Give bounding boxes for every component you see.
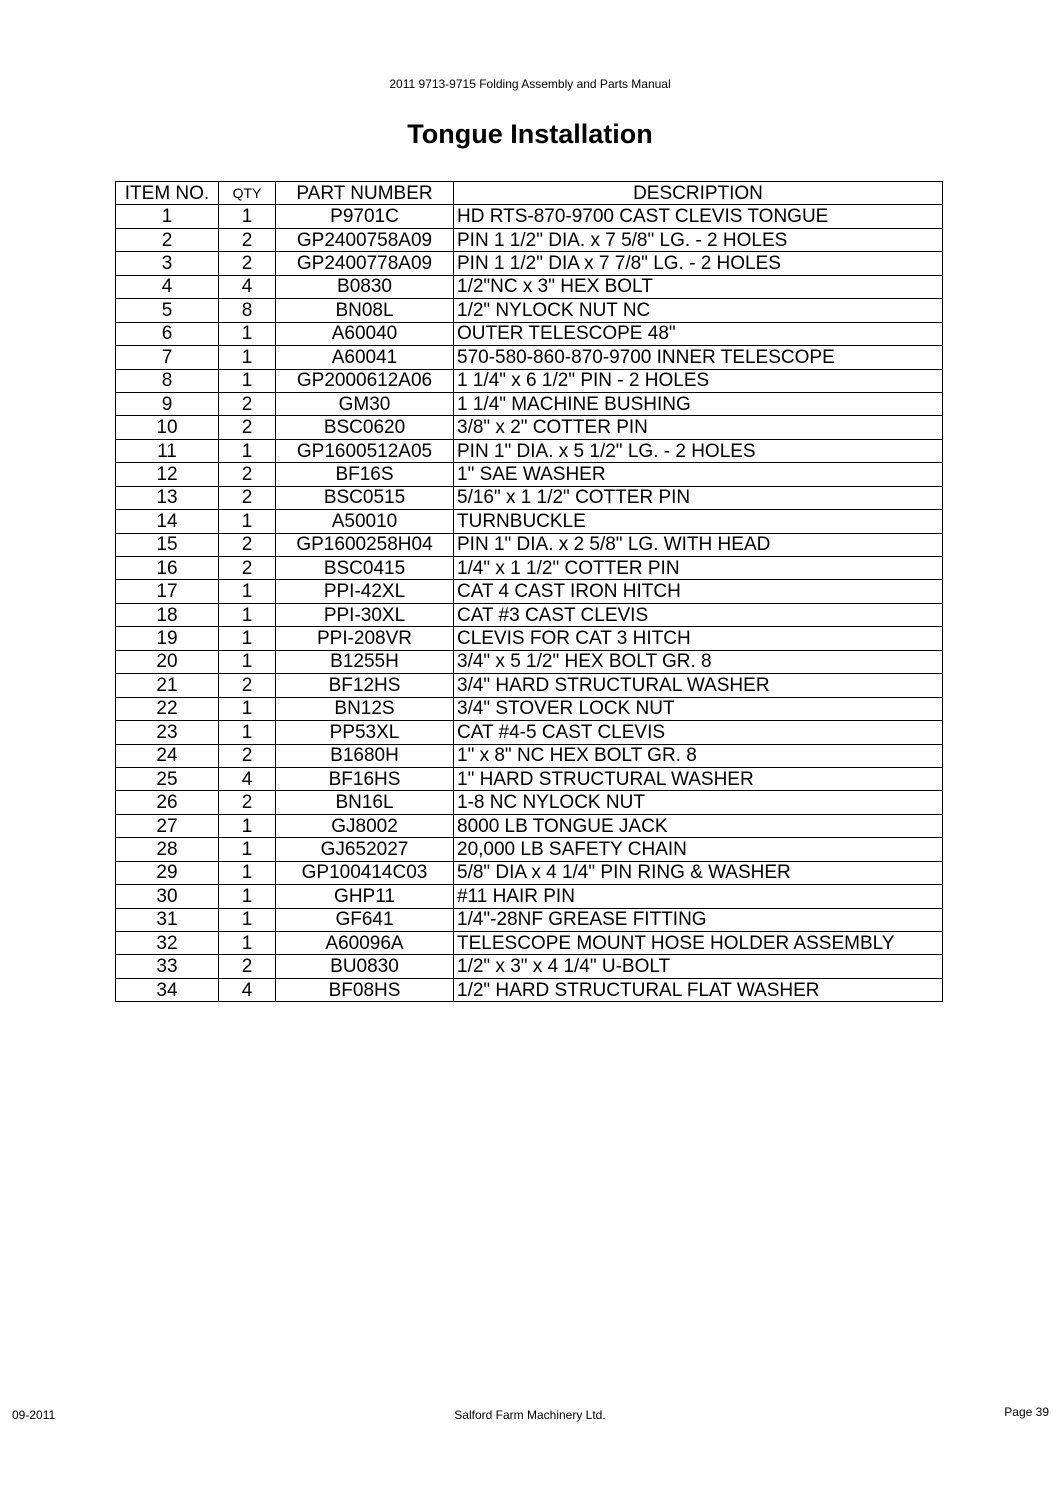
qty-cell: 1 <box>219 510 276 533</box>
item-no-cell: 30 <box>116 885 219 908</box>
part-number-cell: B1255H <box>276 650 454 673</box>
part-number-cell: B1680H <box>276 744 454 767</box>
item-no-cell: 32 <box>116 932 219 955</box>
item-no-cell: 26 <box>116 791 219 814</box>
part-number-cell: GP2400758A09 <box>276 228 454 251</box>
description-cell: PIN 1" DIA. x 2 5/8" LG. WITH HEAD <box>454 533 943 556</box>
column-header-qty: QTY <box>219 182 276 205</box>
qty-cell: 4 <box>219 767 276 790</box>
description-cell: 20,000 LB SAFETY CHAIN <box>454 838 943 861</box>
description-cell: 3/4" x 5 1/2" HEX BOLT GR. 8 <box>454 650 943 673</box>
table-row <box>116 416 943 439</box>
part-number-cell: PPI-42XL <box>276 580 454 603</box>
table-row <box>116 275 943 298</box>
item-no-cell: 15 <box>116 533 219 556</box>
qty-cell: 1 <box>219 908 276 931</box>
part-number-cell: PPI-208VR <box>276 627 454 650</box>
part-number-cell: BF16HS <box>276 767 454 790</box>
qty-cell: 2 <box>219 955 276 978</box>
qty-cell: 2 <box>219 416 276 439</box>
qty-cell: 2 <box>219 228 276 251</box>
table-row <box>116 486 943 509</box>
table-row <box>116 955 943 978</box>
item-no-cell: 33 <box>116 955 219 978</box>
item-no-cell: 7 <box>116 346 219 369</box>
qty-cell: 1 <box>219 369 276 392</box>
part-number-cell: GJ8002 <box>276 814 454 837</box>
description-cell: #11 HAIR PIN <box>454 885 943 908</box>
table-row <box>116 908 943 931</box>
item-no-cell: 17 <box>116 580 219 603</box>
description-cell: OUTER TELESCOPE 48" <box>454 322 943 345</box>
table-header-row <box>116 182 943 205</box>
part-number-cell: BN12S <box>276 697 454 720</box>
table-row <box>116 603 943 626</box>
part-number-cell: BF16S <box>276 463 454 486</box>
description-cell: CLEVIS FOR CAT 3 HITCH <box>454 627 943 650</box>
qty-cell: 2 <box>219 744 276 767</box>
item-no-cell: 25 <box>116 767 219 790</box>
table-row <box>116 744 943 767</box>
description-cell: 1" SAE WASHER <box>454 463 943 486</box>
table-row <box>116 228 943 251</box>
item-no-cell: 10 <box>116 416 219 439</box>
table-row <box>116 791 943 814</box>
column-header-description: DESCRIPTION <box>454 182 943 205</box>
part-number-cell: BN08L <box>276 299 454 322</box>
qty-cell: 1 <box>219 838 276 861</box>
qty-cell: 1 <box>219 603 276 626</box>
description-cell: HD RTS-870-9700 CAST CLEVIS TONGUE <box>454 205 943 228</box>
qty-cell: 1 <box>219 697 276 720</box>
item-no-cell: 8 <box>116 369 219 392</box>
description-cell: TELESCOPE MOUNT HOSE HOLDER ASSEMBLY <box>454 932 943 955</box>
part-number-cell: BN16L <box>276 791 454 814</box>
part-number-cell: GP1600512A05 <box>276 439 454 462</box>
part-number-cell: BSC0620 <box>276 416 454 439</box>
item-no-cell: 24 <box>116 744 219 767</box>
item-no-cell: 16 <box>116 557 219 580</box>
description-cell: PIN 1 1/2" DIA. x 7 5/8" LG. - 2 HOLES <box>454 228 943 251</box>
part-number-cell: A60041 <box>276 346 454 369</box>
qty-cell: 2 <box>219 791 276 814</box>
qty-cell: 2 <box>219 533 276 556</box>
qty-cell: 1 <box>219 205 276 228</box>
description-cell: 1/2"NC x 3" HEX BOLT <box>454 275 943 298</box>
parts-table <box>115 181 943 1002</box>
table-row <box>116 650 943 673</box>
part-number-cell: GP1600258H04 <box>276 533 454 556</box>
description-cell: 1/2" x 3" x 4 1/4" U-BOLT <box>454 955 943 978</box>
item-no-cell: 13 <box>116 486 219 509</box>
table-row <box>116 674 943 697</box>
part-number-cell: B0830 <box>276 275 454 298</box>
description-cell: CAT #4-5 CAST CLEVIS <box>454 721 943 744</box>
table-row <box>116 510 943 533</box>
qty-cell: 1 <box>219 932 276 955</box>
item-no-cell: 21 <box>116 674 219 697</box>
table-row <box>116 978 943 1001</box>
part-number-cell: GF641 <box>276 908 454 931</box>
description-cell: TURNBUCKLE <box>454 510 943 533</box>
table-row <box>116 299 943 322</box>
table-row <box>116 392 943 415</box>
qty-cell: 2 <box>219 486 276 509</box>
qty-cell: 2 <box>219 252 276 275</box>
item-no-cell: 23 <box>116 721 219 744</box>
part-number-cell: PP53XL <box>276 721 454 744</box>
item-no-cell: 20 <box>116 650 219 673</box>
item-no-cell: 27 <box>116 814 219 837</box>
item-no-cell: 2 <box>116 228 219 251</box>
qty-cell: 2 <box>219 674 276 697</box>
part-number-cell: BSC0415 <box>276 557 454 580</box>
item-no-cell: 11 <box>116 439 219 462</box>
table-row <box>116 885 943 908</box>
footer-company: Salford Farm Machinery Ltd. <box>454 1408 606 1422</box>
description-cell: 1/2" NYLOCK NUT NC <box>454 299 943 322</box>
table-row <box>116 205 943 228</box>
description-cell: 570-580-860-870-9700 INNER TELESCOPE <box>454 346 943 369</box>
qty-cell: 1 <box>219 814 276 837</box>
part-number-cell: A60040 <box>276 322 454 345</box>
part-number-cell: BSC0515 <box>276 486 454 509</box>
qty-cell: 4 <box>219 275 276 298</box>
table-row <box>116 697 943 720</box>
qty-cell: 1 <box>219 885 276 908</box>
part-number-cell: A60096A <box>276 932 454 955</box>
parts-table-body <box>116 205 943 1002</box>
qty-cell: 1 <box>219 627 276 650</box>
description-cell: 3/4" HARD STRUCTURAL WASHER <box>454 674 943 697</box>
item-no-cell: 3 <box>116 252 219 275</box>
description-cell: CAT 4 CAST IRON HITCH <box>454 580 943 603</box>
item-no-cell: 28 <box>116 838 219 861</box>
part-number-cell: BF12HS <box>276 674 454 697</box>
description-cell: 1/2" HARD STRUCTURAL FLAT WASHER <box>454 978 943 1001</box>
part-number-cell: PPI-30XL <box>276 603 454 626</box>
description-cell: 1" x 8" NC HEX BOLT GR. 8 <box>454 744 943 767</box>
part-number-cell: P9701C <box>276 205 454 228</box>
part-number-cell: GJ652027 <box>276 838 454 861</box>
item-no-cell: 22 <box>116 697 219 720</box>
column-header-part-number: PART NUMBER <box>276 182 454 205</box>
qty-cell: 4 <box>219 978 276 1001</box>
description-cell: 1/4"-28NF GREASE FITTING <box>454 908 943 931</box>
description-cell: 1 1/4" MACHINE BUSHING <box>454 392 943 415</box>
item-no-cell: 19 <box>116 627 219 650</box>
qty-cell: 1 <box>219 346 276 369</box>
qty-cell: 1 <box>219 650 276 673</box>
description-cell: 1-8 NC NYLOCK NUT <box>454 791 943 814</box>
item-no-cell: 18 <box>116 603 219 626</box>
item-no-cell: 31 <box>116 908 219 931</box>
qty-cell: 1 <box>219 721 276 744</box>
table-row <box>116 767 943 790</box>
qty-cell: 1 <box>219 580 276 603</box>
page-title: Tongue Installation <box>407 119 653 149</box>
table-row <box>116 580 943 603</box>
item-no-cell: 34 <box>116 978 219 1001</box>
table-row <box>116 369 943 392</box>
description-cell: 1/4" x 1 1/2" COTTER PIN <box>454 557 943 580</box>
qty-cell: 2 <box>219 392 276 415</box>
table-row <box>116 346 943 369</box>
description-cell: 3/4" STOVER LOCK NUT <box>454 697 943 720</box>
description-cell: 5/16" x 1 1/2" COTTER PIN <box>454 486 943 509</box>
description-cell: 1" HARD STRUCTURAL WASHER <box>454 767 943 790</box>
description-cell: 3/8" x 2" COTTER PIN <box>454 416 943 439</box>
table-row <box>116 463 943 486</box>
table-row <box>116 721 943 744</box>
description-cell: PIN 1" DIA. x 5 1/2" LG. - 2 HOLES <box>454 439 943 462</box>
part-number-cell: GHP11 <box>276 885 454 908</box>
item-no-cell: 1 <box>116 205 219 228</box>
table-row <box>116 932 943 955</box>
table-row <box>116 322 943 345</box>
column-header-item-no: ITEM NO. <box>116 182 219 205</box>
part-number-cell: GP2000612A06 <box>276 369 454 392</box>
description-cell: 5/8" DIA x 4 1/4" PIN RING & WASHER <box>454 861 943 884</box>
footer-date: 09-2011 <box>12 1408 56 1422</box>
item-no-cell: 5 <box>116 299 219 322</box>
qty-cell: 1 <box>219 861 276 884</box>
description-cell: PIN 1 1/2" DIA x 7 7/8" LG. - 2 HOLES <box>454 252 943 275</box>
qty-cell: 1 <box>219 439 276 462</box>
item-no-cell: 9 <box>116 392 219 415</box>
qty-cell: 2 <box>219 557 276 580</box>
item-no-cell: 12 <box>116 463 219 486</box>
table-row <box>116 439 943 462</box>
table-row <box>116 627 943 650</box>
table-row <box>116 252 943 275</box>
document-header: 2011 9713-9715 Folding Assembly and Parts Manual <box>389 77 671 91</box>
qty-cell: 8 <box>219 299 276 322</box>
part-number-cell: GM30 <box>276 392 454 415</box>
item-no-cell: 29 <box>116 861 219 884</box>
part-number-cell: BU0830 <box>276 955 454 978</box>
item-no-cell: 6 <box>116 322 219 345</box>
part-number-cell: A50010 <box>276 510 454 533</box>
table-row <box>116 861 943 884</box>
part-number-cell: GP2400778A09 <box>276 252 454 275</box>
qty-cell: 2 <box>219 463 276 486</box>
item-no-cell: 4 <box>116 275 219 298</box>
table-row <box>116 814 943 837</box>
table-row <box>116 557 943 580</box>
item-no-cell: 14 <box>116 510 219 533</box>
description-cell: 1 1/4" x 6 1/2" PIN - 2 HOLES <box>454 369 943 392</box>
footer-page-number: Page 39 <box>1004 1405 1049 1419</box>
table-row <box>116 838 943 861</box>
part-number-cell: GP100414C03 <box>276 861 454 884</box>
description-cell: 8000 LB TONGUE JACK <box>454 814 943 837</box>
part-number-cell: BF08HS <box>276 978 454 1001</box>
table-row <box>116 533 943 556</box>
description-cell: CAT #3 CAST CLEVIS <box>454 603 943 626</box>
qty-cell: 1 <box>219 322 276 345</box>
